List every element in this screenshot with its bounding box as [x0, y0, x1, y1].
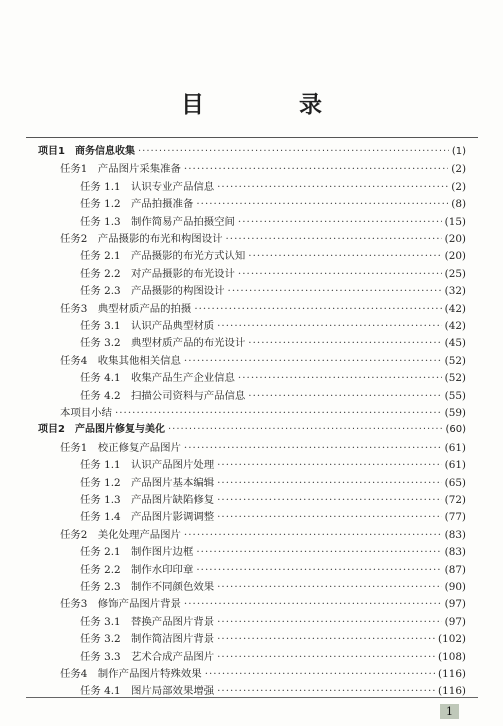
toc-entry-label: 任务4 收集其他相关信息 — [60, 354, 181, 367]
toc-entry-label: 任务 1.2 产品图片基本编辑 — [80, 476, 215, 489]
toc-task-entry — [60, 439, 466, 457]
toc-entry-page: (72) — [444, 494, 466, 506]
toc-task-entry — [60, 665, 466, 683]
toc-entry-label: 任务 4.1 图片局部效果增强 — [80, 685, 215, 698]
toc-dot-leader — [238, 369, 442, 387]
toc-entry-page: (102) — [438, 633, 466, 646]
toc-dot-leader — [217, 491, 442, 509]
toc-dot-leader — [217, 578, 442, 596]
toc-dot-leader — [248, 247, 441, 265]
toc-entry-page: (32) — [444, 285, 466, 298]
toc-subtask-entry — [80, 213, 466, 231]
toc-subtask-entry — [80, 648, 466, 666]
toc-subtask-entry — [80, 265, 466, 283]
toc-entry-page: (59) — [444, 407, 466, 419]
toc-dot-leader — [205, 665, 435, 683]
toc-entry-label: 任务 1.4 产品图片影调调整 — [80, 511, 215, 524]
toc-entry-label: 任务2 美化处理产品图片 — [60, 528, 181, 541]
toc-dot-leader — [228, 282, 442, 300]
toc-dot-leader — [184, 352, 442, 370]
toc-subtask-entry — [80, 508, 466, 526]
toc-subtask-entry — [80, 195, 466, 213]
toc-task-entry — [60, 230, 466, 248]
toc-entry-page: (77) — [444, 511, 466, 524]
toc-entry-label: 任务1 校正修复产品图片 — [60, 441, 181, 454]
toc-subtask-entry — [80, 317, 466, 335]
toc-entry-label: 任务 4.1 收集产品生产企业信息 — [80, 372, 235, 385]
toc-entry-page: (97) — [444, 615, 466, 628]
toc-entry-page: (52) — [444, 372, 466, 385]
toc-project-entry — [38, 421, 466, 439]
toc-entry-label: 项目1 商务信息收集 — [38, 146, 135, 157]
toc-entry-page: (20) — [444, 250, 466, 263]
toc-entry-page: (52) — [444, 354, 466, 367]
toc-task-entry — [60, 595, 466, 613]
toc-entry-label: 任务3 典型材质产品的拍摄 — [60, 302, 192, 315]
toc-dot-leader — [217, 317, 442, 335]
toc-entry-page: (20) — [444, 233, 466, 245]
toc-entry-label: 任务4 制作产品图片特殊效果 — [60, 668, 202, 680]
toc-entry-label: 任务 2.2 制作水印印章 — [80, 563, 194, 576]
toc-dot-leader — [217, 178, 448, 196]
toc-entry-label: 任务 3.1 认识产品典型材质 — [80, 320, 215, 332]
page-title: 目 录 — [181, 91, 358, 118]
toc-entry-page: (116) — [438, 685, 466, 698]
toc-entry-page: (8) — [451, 198, 466, 211]
toc-entry-page: (60) — [445, 424, 466, 436]
toc-entry-label: 任务 1.3 产品图片缺陷修复 — [80, 494, 215, 506]
toc-dot-leader — [184, 160, 448, 178]
toc-subtask-entry — [80, 369, 466, 387]
toc-subtask-entry — [80, 178, 466, 196]
toc-subtask-entry — [80, 613, 466, 631]
toc-entry-page: (61) — [444, 459, 466, 472]
toc-entry-label: 任务 2.1 制作图片边框 — [80, 546, 194, 559]
toc-entry-page: (15) — [444, 215, 466, 228]
toc-subtask-entry — [80, 387, 466, 405]
toc-entry-label: 任务 1.3 制作简易产品拍摄空间 — [80, 215, 235, 228]
toc-dot-leader — [217, 508, 442, 526]
toc-subtask-entry — [80, 247, 466, 265]
toc-entry-label: 任务 2.3 制作不同颜色效果 — [80, 581, 215, 593]
toc-entry-label: 任务 1.1 认识产品图片处理 — [80, 459, 215, 472]
toc-entry-label: 任务 3.2 制作简洁图片背景 — [80, 633, 215, 646]
toc-subtask-entry — [80, 578, 466, 596]
toc-dot-leader — [196, 561, 441, 579]
toc-entry-label: 项目2 产品图片修复与美化 — [38, 424, 165, 436]
bottom-rule — [26, 697, 478, 698]
toc-entry-page: (87) — [444, 563, 466, 576]
toc-dot-leader — [196, 195, 448, 213]
toc-entry-page: (42) — [444, 320, 466, 332]
toc-entry-label: 任务 2.1 产品摄影的布光方式认知 — [80, 250, 246, 263]
toc-dot-leader — [248, 387, 441, 405]
toc-entry-page: (2) — [451, 180, 466, 193]
toc-entry-page: (45) — [444, 337, 466, 350]
toc-entry-label: 任务2 产品摄影的布光和构图设计 — [60, 233, 223, 245]
toc-dot-leader — [217, 630, 435, 648]
toc-task-entry — [60, 526, 466, 544]
toc-entry-label: 任务1 产品图片采集准备 — [60, 163, 181, 176]
toc-dot-leader — [248, 334, 441, 352]
toc-entry-page: (108) — [438, 650, 466, 663]
toc-entry-label: 任务 3.2 典型材质产品的布光设计 — [80, 337, 246, 350]
toc-dot-leader — [217, 648, 435, 666]
toc-entry-label: 任务 4.2 扫描公司资料与产品信息 — [80, 389, 246, 402]
toc-entry-page: (25) — [444, 267, 466, 280]
toc-entry-label: 任务3 修饰产品图片背景 — [60, 598, 181, 611]
toc-dot-leader — [168, 421, 443, 439]
toc-dot-leader — [184, 526, 442, 544]
top-rule — [26, 137, 478, 138]
toc-entry-page: (83) — [444, 546, 466, 559]
toc-dot-leader — [194, 300, 441, 318]
toc-dot-leader — [196, 543, 441, 561]
toc-dot-leader — [138, 143, 449, 161]
toc-subtask-entry — [80, 474, 466, 492]
toc-entry-page: (2) — [451, 163, 466, 176]
toc-subtask-entry — [80, 456, 466, 474]
toc-dot-leader — [238, 213, 442, 231]
toc-dot-leader — [225, 230, 441, 248]
toc-dot-leader — [238, 265, 442, 283]
toc-dot-leader — [115, 404, 442, 422]
page-number: 1 — [440, 704, 459, 719]
toc-subtask-entry — [80, 561, 466, 579]
toc-entry-label: 任务 3.3 艺术合成产品图片 — [80, 650, 215, 663]
toc-subtask-entry — [80, 491, 466, 509]
toc-entry-page: (61) — [444, 441, 466, 454]
toc-task-entry — [60, 352, 466, 370]
toc-subtask-entry — [80, 334, 466, 352]
toc-subtask-entry — [80, 543, 466, 561]
toc-entry-page: (65) — [444, 476, 466, 489]
toc-task-entry — [60, 404, 466, 422]
toc-entry-page: (1) — [451, 146, 466, 157]
toc-entry-label: 本项目小结 — [60, 407, 112, 419]
toc-subtask-entry — [80, 630, 466, 648]
toc-project-entry — [38, 143, 466, 161]
toc-entry-label: 任务 2.2 对产品摄影的布光设计 — [80, 267, 235, 280]
toc-dot-leader — [184, 439, 442, 457]
toc-task-entry — [60, 300, 466, 318]
toc-dot-leader — [217, 456, 442, 474]
toc-entry-page: (116) — [438, 668, 466, 680]
toc-task-entry — [60, 160, 466, 178]
toc-entry-label: 任务 2.3 产品摄影的构图设计 — [80, 285, 225, 298]
toc-entry-page: (90) — [444, 581, 466, 593]
toc-entry-page: (55) — [444, 389, 466, 402]
toc-dot-leader — [184, 595, 442, 613]
toc-dot-leader — [217, 474, 442, 492]
toc-entry-label: 任务 1.2 产品拍摄准备 — [80, 198, 194, 211]
toc-dot-leader — [217, 613, 442, 631]
toc-entry-label: 任务 3.1 替换产品图片背景 — [80, 615, 215, 628]
toc-entry-page: (42) — [444, 302, 466, 315]
toc-entry-page: (83) — [444, 528, 466, 541]
toc-entry-label: 任务 1.1 认识专业产品信息 — [80, 180, 215, 193]
toc-subtask-entry — [80, 282, 466, 300]
toc-entry-page: (97) — [444, 598, 466, 611]
